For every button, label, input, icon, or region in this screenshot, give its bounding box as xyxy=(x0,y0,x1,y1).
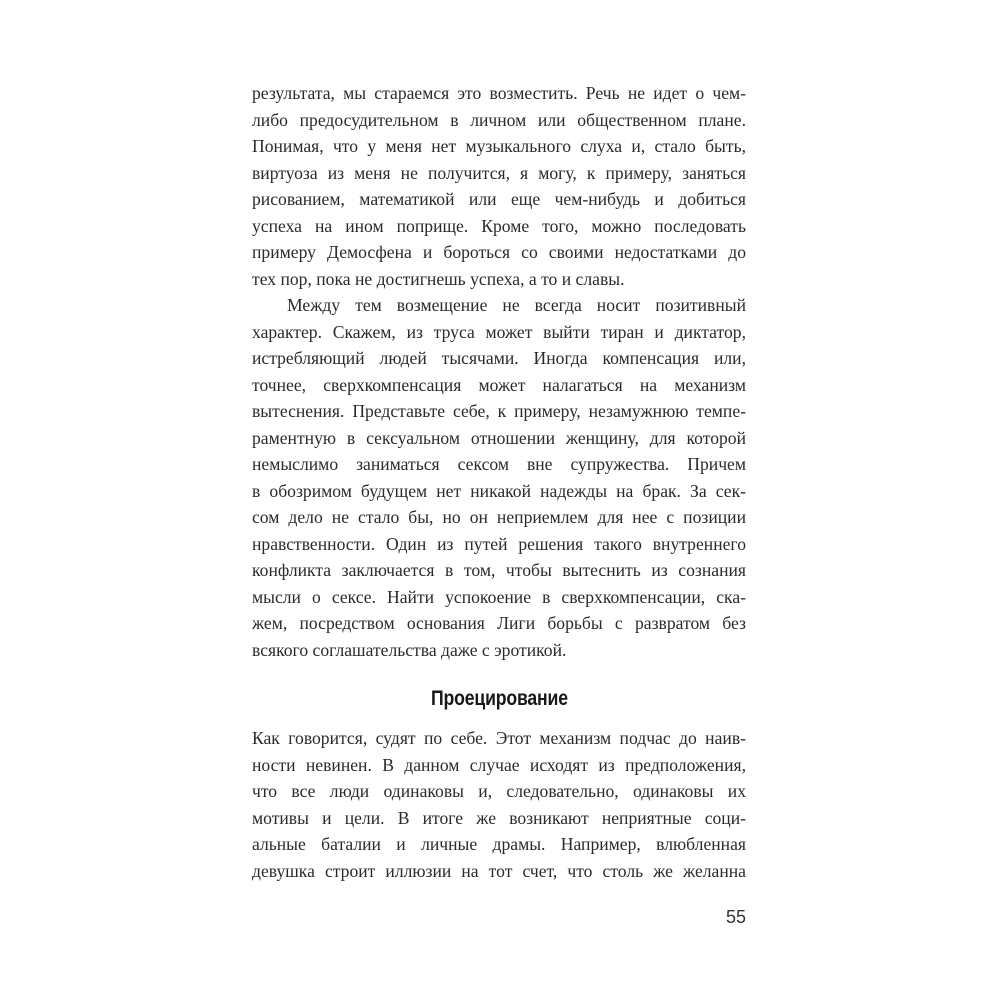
text-line: немыслимо заниматься сексом вне супружества. Причем xyxy=(252,454,746,474)
text-line: успеха на ином поприще. Кроме того, можно последовать xyxy=(252,215,746,236)
text-line: характер. Скажем, из труса может выйти тиран и диктатор, xyxy=(252,321,746,342)
text-line: истребляющий людей тысячами. Иногда компенсация или, xyxy=(252,348,746,368)
paragraph-compensation-continued xyxy=(252,80,746,292)
page-text-block xyxy=(252,80,746,884)
text-line: мысли о сексе. Найти успокоение в сверхкомпенсации, ска- xyxy=(252,586,746,607)
text-line: раментную в сексуальном отношении женщину, для которой xyxy=(252,427,746,448)
paragraph-overcompensation xyxy=(252,292,746,663)
text-line: результата, мы стараемся это возместить. Речь не идет о чем- xyxy=(252,83,746,103)
text-line: виртуоза из меня не получится, я могу, к примеру, заняться xyxy=(252,162,746,183)
text-line: ности невинен. В данном случае исходят из предположения, xyxy=(252,754,746,775)
section-heading-text: Проецирование xyxy=(430,687,568,710)
text-line: всякого соглашательства даже с эротикой. xyxy=(252,639,567,660)
text-line: что все люди одинаковы и, следовательно, одинаковы их xyxy=(252,781,746,801)
text-line: либо предосудительном в личном или общественном плане. xyxy=(252,109,746,130)
page-number: 55 xyxy=(725,907,746,927)
text-line: альные баталии и личные драмы. Например, влюбленная xyxy=(252,834,746,854)
text-line: Между тем возмещение не всегда носит позитивный xyxy=(287,295,746,315)
text-line: Как говорится, судят по себе. Этот механизм подчас до наив- xyxy=(252,728,746,748)
text-line: в обозримом будущем нет никакой надежды на брак. За сек- xyxy=(252,480,746,501)
text-line: точнее, сверхкомпенсация может налагаться на механизм xyxy=(252,374,746,395)
text-line: тех пор, пока не достигнешь успеха, а то и славы. xyxy=(252,268,625,289)
text-line: конфликта заключается в том, чтобы вытеснить из сознания xyxy=(252,560,746,580)
text-line: Понимая, что у меня нет музыкального слуха и, стало быть, xyxy=(252,136,746,156)
text-line: примеру Демосфена и бороться со своими недостатками до xyxy=(252,242,746,262)
section-heading xyxy=(252,685,746,712)
text-line: сом дело не стало бы, но он неприемлем для нее с позиции xyxy=(252,507,746,527)
text-line: рисованием, математикой или еще чем-нибудь и добиться xyxy=(252,189,746,209)
text-line: вытеснения. Представьте себе, к примеру, незамужнюю темпе- xyxy=(252,401,746,421)
text-line: нравственности. Один из путей решения такого внутреннего xyxy=(252,533,746,554)
text-line: мотивы и цели. В итоге же возникают неприятные соци- xyxy=(252,807,746,828)
paragraph-projection xyxy=(252,725,746,884)
text-line: жем, посредством основания Лиги борьбы с развратом без xyxy=(252,613,746,633)
text-line: девушка строит иллюзии на тот счет, что столь же желанна xyxy=(252,860,746,881)
